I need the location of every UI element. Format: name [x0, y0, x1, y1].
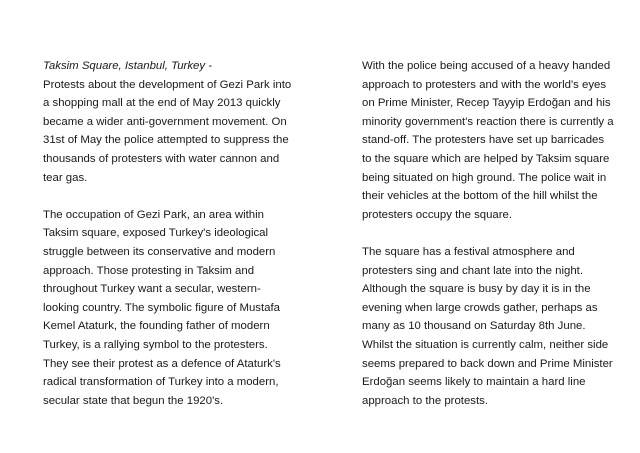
- text-line: approach. Those protesting in Taksim and: [43, 264, 255, 277]
- text-line: became a wider anti-government movement. On: [43, 115, 287, 128]
- text-line: protesters sing and chant late into the night.: [362, 264, 583, 277]
- text-line: tear gas.: [43, 171, 88, 184]
- text-line: radical transformation of Turkey into a modern,: [43, 376, 279, 389]
- left-paragraph-2: [43, 206, 313, 411]
- text-line: to the square which are helped by Taksim square: [362, 152, 610, 165]
- text-line: Protests about the development of Gezi Park into: [43, 78, 292, 91]
- text-line: looking country. The symbolic figure of Mustafa: [43, 301, 280, 314]
- text-line: Erdoğan seems likely to maintain a hard line: [362, 376, 586, 389]
- text-line: approach to the protests.: [362, 394, 489, 407]
- text-line: The square has a festival atmosphere and: [362, 245, 575, 258]
- text-line: Kemel Ataturk, the founding father of modern: [43, 320, 270, 333]
- right-column: [362, 57, 620, 410]
- paragraph-spacer: [43, 187, 313, 206]
- left-paragraph-1: [43, 76, 313, 188]
- text-line: Although the square is busy by day it is in the: [362, 283, 591, 296]
- dateline: Taksim Square, Istanbul, Turkey -: [43, 60, 213, 72]
- text-line: Turkey, is a rallying symbol to the protesters.: [43, 338, 268, 351]
- text-line: on Prime Minister, Recep Tayyip Erdoğan and his: [362, 97, 611, 110]
- text-line: They see their protest as a defence of Ataturk's: [43, 357, 281, 370]
- text-line: Taksim square, exposed Turkey's ideological: [43, 227, 269, 240]
- text-line: thousands of protesters with water cannon and: [43, 152, 280, 165]
- text-line: Whilst the situation is currently calm, neither side: [362, 338, 609, 351]
- paragraph-spacer: [362, 224, 620, 243]
- text-line: approach to protesters and with the world's eyes: [362, 78, 607, 91]
- text-line: being situated on high ground. The police wait in: [362, 171, 607, 184]
- text-line: minority government's reaction there is currently a: [362, 115, 614, 128]
- text-line: With the police being accused of a heavy handed: [362, 60, 611, 72]
- text-line: struggle between its conservative and modern: [43, 245, 276, 258]
- text-line: evening when large crowds gather, perhaps as: [362, 301, 598, 314]
- right-paragraph-1: [362, 57, 620, 224]
- right-paragraph-2: [362, 243, 620, 410]
- text-line: their vehicles at the bottom of the hill whilst the: [362, 190, 598, 203]
- text-line: throughout Turkey want a secular, western-: [43, 283, 261, 296]
- text-line: secular state that begun the 1920's.: [43, 394, 224, 407]
- text-line: seems prepared to back down and Prime Minister: [362, 357, 613, 370]
- text-line: many as 10 thousand on Saturday 8th June.: [362, 320, 586, 333]
- text-line: stand-off. The protesters have set up barricades: [362, 134, 605, 147]
- left-column: [43, 57, 313, 410]
- text-line: 31st of May the police attempted to suppress the: [43, 134, 289, 147]
- text-line: The occupation of Gezi Park, an area within: [43, 208, 264, 221]
- text-line: protesters occupy the square.: [362, 208, 513, 221]
- text-line: a shopping mall at the end of May 2013 quickly: [43, 97, 281, 110]
